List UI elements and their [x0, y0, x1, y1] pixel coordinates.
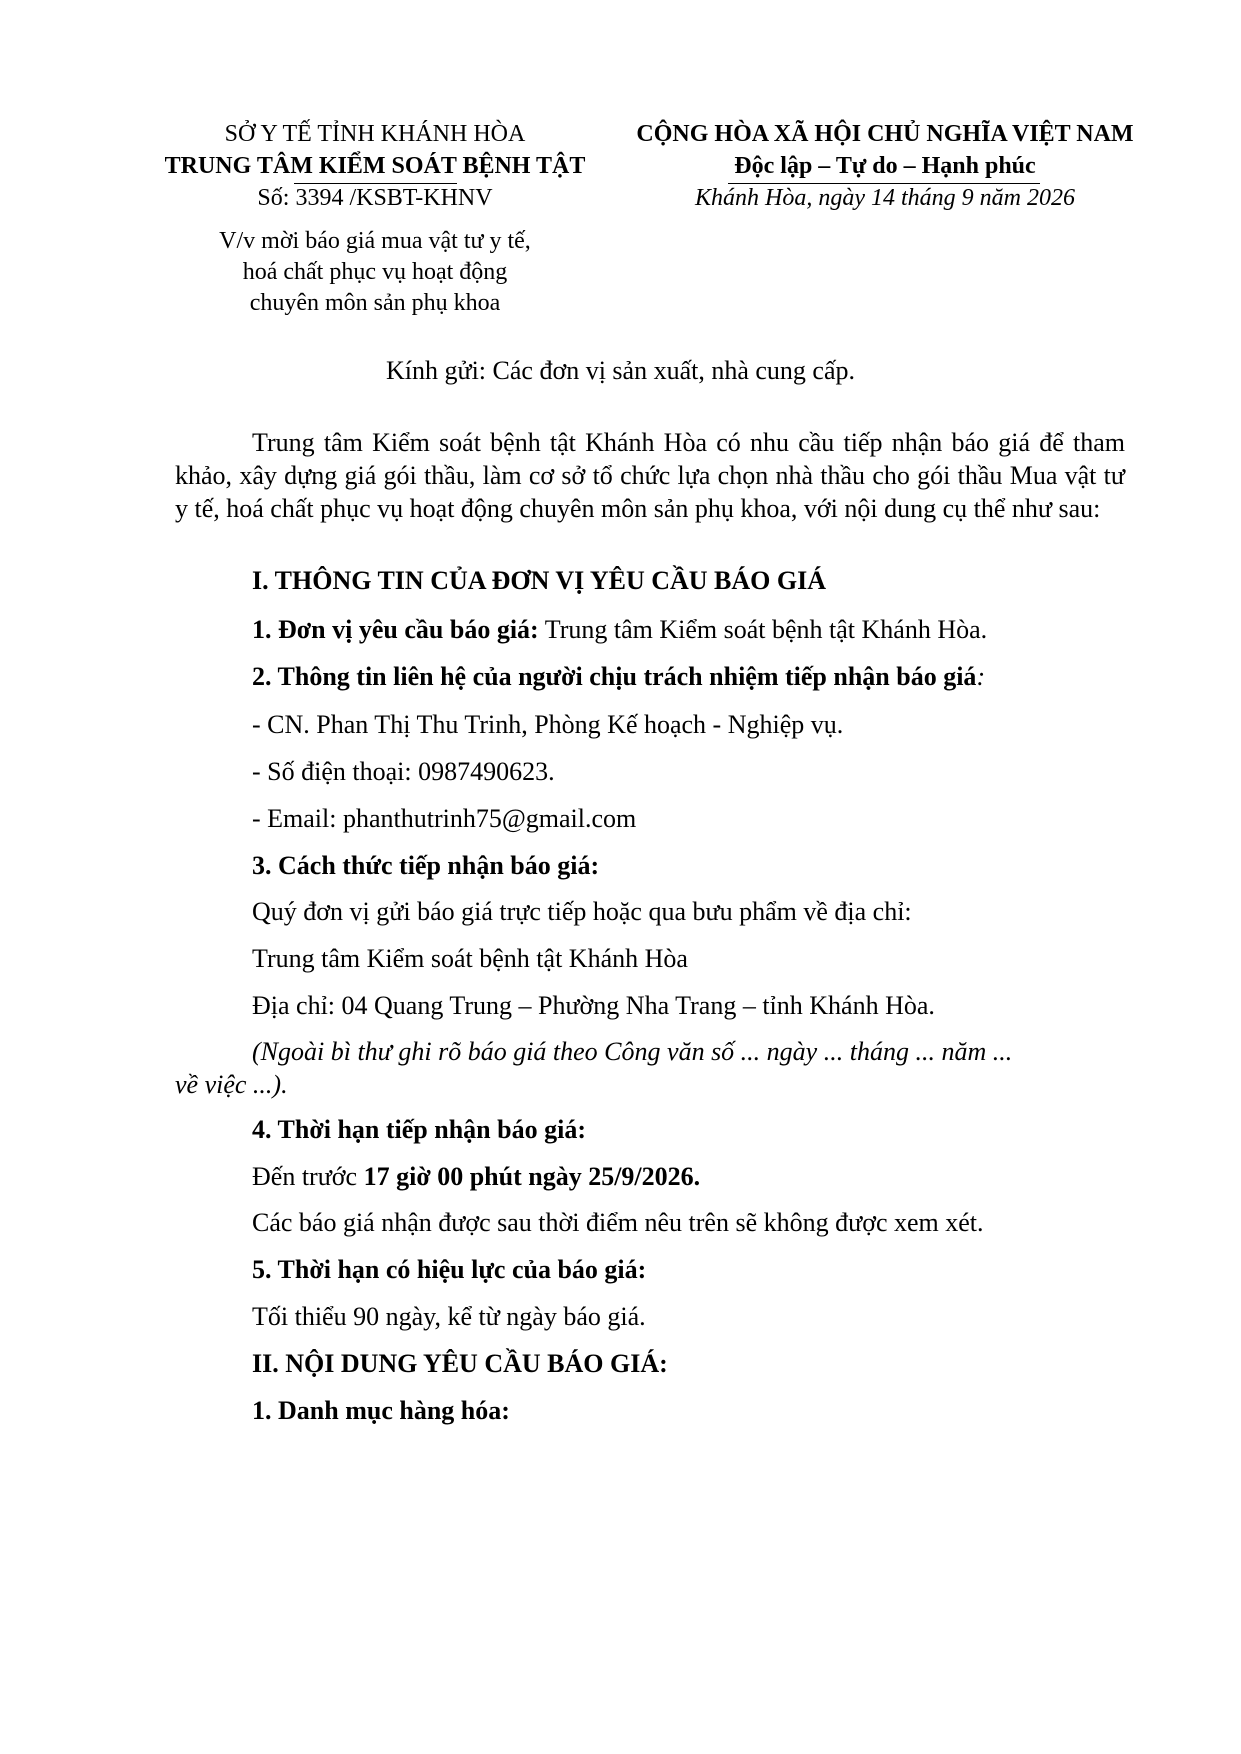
item-2-label: 2. Thông tin liên hệ của người chịu trách nhiệm tiếp nhận báo giá [252, 662, 977, 691]
recipient-line: Kính gửi: Các đơn vị sản xuất, nhà cung cấp. [385, 356, 855, 385]
document-number: Số: 3394 /KSBT-KHNV [257, 185, 493, 211]
contact-email: - Email: phanthutrinh75@gmail.com [252, 804, 637, 833]
intro-text: Trung tâm Kiểm soát bệnh tật Khánh Hòa có nhu cầu tiếp nhận báo giá để tham khảo, xây dựng giá gói thầu, làm cơ sở tổ chức lựa chọn nhà thầu cho gói thầu Mua vật tư y tế, hoá chất phục vụ hoạt động chuyên môn sản phụ khoa, với nội dung cụ thể như sau: [175, 428, 1125, 523]
section-2-title: II. NỘI DUNG YÊU CẦU BÁO GIÁ: [252, 1349, 668, 1378]
motto: Độc lập – Tự do – Hạnh phúc [734, 153, 1036, 179]
contact-phone: - Số điện thoại: 0987490623. [252, 757, 555, 786]
nation-header [635, 118, 1135, 182]
agency-header [140, 118, 610, 182]
item-1-value: Trung tâm Kiểm soát bệnh tật Khánh Hòa. [538, 615, 988, 644]
contact-person: - CN. Phan Thị Thu Trinh, Phòng Kế hoạch - Nghiệp vụ. [252, 710, 844, 739]
item-3-note-line-2: về việc ...). [175, 1070, 288, 1099]
item-3-line-3: Địa chỉ: 04 Quang Trung – Phường Nha Trang – tỉnh Khánh Hòa. [252, 991, 935, 1020]
section-1-title: I. THÔNG TIN CỦA ĐƠN VỊ YÊU CẦU BÁO GIÁ [252, 566, 827, 595]
nation-title: CỘNG HÒA XÃ HỘI CHỦ NGHĨA VIỆT NAM [636, 121, 1134, 147]
item-1-line [252, 615, 987, 645]
item-1-label: 1. Đơn vị yêu cầu báo giá: [252, 615, 539, 644]
item-5-value: Tối thiểu 90 ngày, kể từ ngày báo giá. [252, 1302, 646, 1331]
subject-line-1: V/v mời báo giá mua vật tư y tế, [219, 228, 531, 254]
item-4-prefix: Đến trước [252, 1162, 364, 1191]
intro-paragraph [175, 426, 1125, 525]
subject-line-2: hoá chất phục vụ hoạt động [242, 259, 508, 285]
subject-line-3: chuyên môn sản phụ khoa [249, 290, 501, 316]
item-3-line-1: Quý đơn vị gửi báo giá trực tiếp hoặc qua bưu phẩm về địa chỉ: [252, 897, 912, 926]
item-3-note-line-1: (Ngoài bì thư ghi rõ báo giá theo Công văn số ... ngày ... tháng ... năm ... [252, 1037, 1013, 1066]
subject-block [140, 226, 610, 319]
place-date: Khánh Hòa, ngày 14 tháng 9 năm 2026 [695, 185, 1075, 211]
item-3-label: 3. Cách thức tiếp nhận báo giá: [252, 851, 600, 880]
item-4-line [252, 1162, 700, 1192]
item-2-colon: : [976, 662, 986, 691]
item-5-label: 5. Thời hạn có hiệu lực của báo giá: [252, 1255, 647, 1284]
agency-name: TRUNG TÂM KIỂM SOÁT BỆNH TẬT [164, 153, 586, 179]
item-3-line-2: Trung tâm Kiểm soát bệnh tật Khánh Hòa [252, 944, 688, 973]
item-2-line [252, 662, 985, 692]
agency-parent: SỞ Y TẾ TỈNH KHÁNH HÒA [224, 121, 526, 147]
item-4-label: 4. Thời hạn tiếp nhận báo giá: [252, 1115, 586, 1144]
section-2-item-1-label: 1. Danh mục hàng hóa: [252, 1396, 510, 1425]
item-4-note: Các báo giá nhận được sau thời điểm nêu trên sẽ không được xem xét. [252, 1208, 984, 1237]
item-4-deadline: 17 giờ 00 phút ngày 25/9/2026. [363, 1162, 701, 1191]
